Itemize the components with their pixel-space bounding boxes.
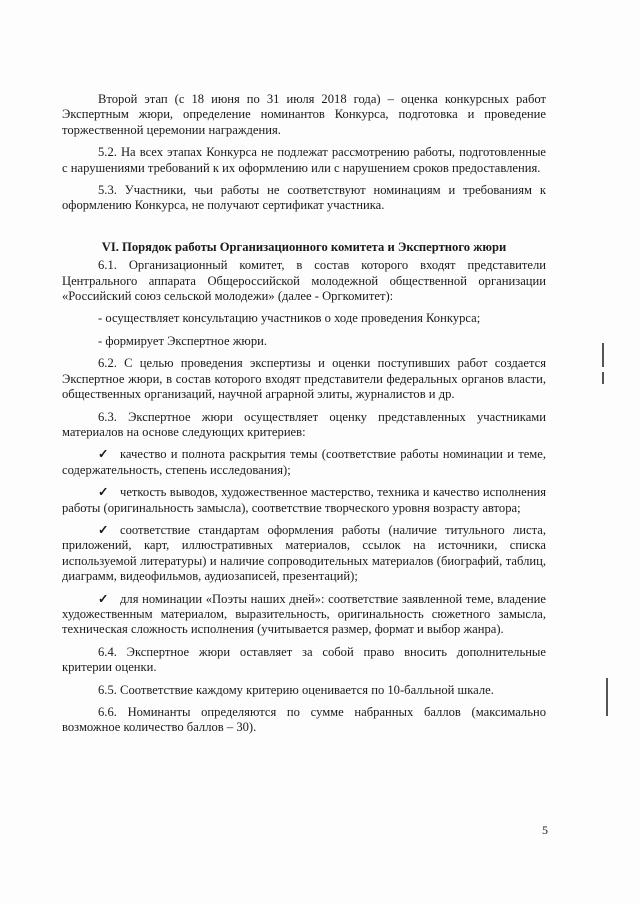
criterion-item: [62, 523, 546, 585]
document-body: [62, 92, 546, 736]
section-heading: VI. Порядок работы Организационного комитета и Экспертного жюри: [101, 239, 507, 254]
criterion-text: качество и полнота раскрытия темы (соответствие работы номинации и теме, содержательность, степень исследования);: [62, 447, 546, 477]
scan-artifact-line: [602, 343, 604, 367]
checkmark-icon: ✓: [98, 522, 109, 537]
scan-artifact-line: [602, 372, 604, 384]
page-number: 5: [542, 823, 548, 837]
paragraph-6-6: 6.6. Номинанты определяются по сумме набранных баллов (максимально возможное количество баллов – 30).: [62, 705, 546, 735]
paragraph-5-2: 5.2. На всех этапах Конкурса не подлежат рассмотрению работы, подготовленные с нарушениями требований к их оформлению или с нарушением сроков предоставления.: [62, 145, 546, 175]
checkmark-icon: ✓: [98, 485, 109, 500]
criterion-text: для номинации «Поэты наших дней»: соответствие заявленной теме, владение художественным материалом, выразительность, оригинальность сюжетного замысла, техническая сложность исполнения (учитывается размер, формат и выбор жанра).: [62, 591, 546, 637]
bullet-item-consultation: - осуществляет консультацию участников о ходе проведения Конкурса;: [98, 311, 481, 326]
criterion-item: [62, 485, 546, 516]
criterion-text: соответствие стандартам оформления работы (наличие титульного листа, приложений, карт, иллюстративных материалов, ссылок на источники, списка используемой литературы) и наличие сопроводительных материалов (биографий, таблиц, диаграмм, видеофильмов, аудиозаписей, презентаций);: [62, 522, 546, 584]
paragraph-6-1: 6.1. Организационный комитет, в состав которого входят представители Центрального аппарата Общероссийской молодежной общественной организации «Российский союз сельской молодежи» (далее - Оргкомитет):: [62, 258, 546, 304]
paragraph-5-3: 5.3. Участники, чьи работы не соответствуют номинациям и требованиям к оформлению Конкурса, не получают сертификат участника.: [62, 183, 546, 213]
checkmark-icon: ✓: [98, 447, 109, 462]
criterion-item: [62, 447, 546, 478]
paragraph-6-5: 6.5. Соответствие каждому критерию оценивается по 10-балльной шкале.: [98, 682, 494, 697]
bullet-item-jury: - формирует Экспертное жюри.: [98, 333, 268, 348]
scan-artifact-line: [606, 678, 608, 716]
paragraph-stage-two: Второй этап (с 18 июня по 31 июля 2018 года) – оценка конкурсных работ Экспертным жюри, определение номинантов Конкурса, подготовка и проведение торжественной церемонии награждения.: [62, 92, 546, 137]
criterion-item: [62, 592, 546, 638]
checkmark-icon: ✓: [98, 591, 109, 606]
paragraph-6-3: 6.3. Экспертное жюри осуществляет оценку представленных участниками материалов на основе следующих критериев:: [62, 409, 546, 439]
criterion-text: четкость выводов, художественное мастерство, техника и качество исполнения работы (оригинальность замысла), соответствие творческого уровня возрасту автора;: [62, 485, 546, 515]
paragraph-6-4: 6.4. Экспертное жюри оставляет за собой право вносить дополнительные критерии оценки.: [62, 644, 546, 675]
paragraph-6-2: 6.2. С целью проведения экспертизы и оценки поступивших работ создается Экспертное жюри, в состав которого входят представители федеральных органов власти, общественных организаций, научной аграрной элиты, журналистов и др.: [62, 356, 546, 402]
